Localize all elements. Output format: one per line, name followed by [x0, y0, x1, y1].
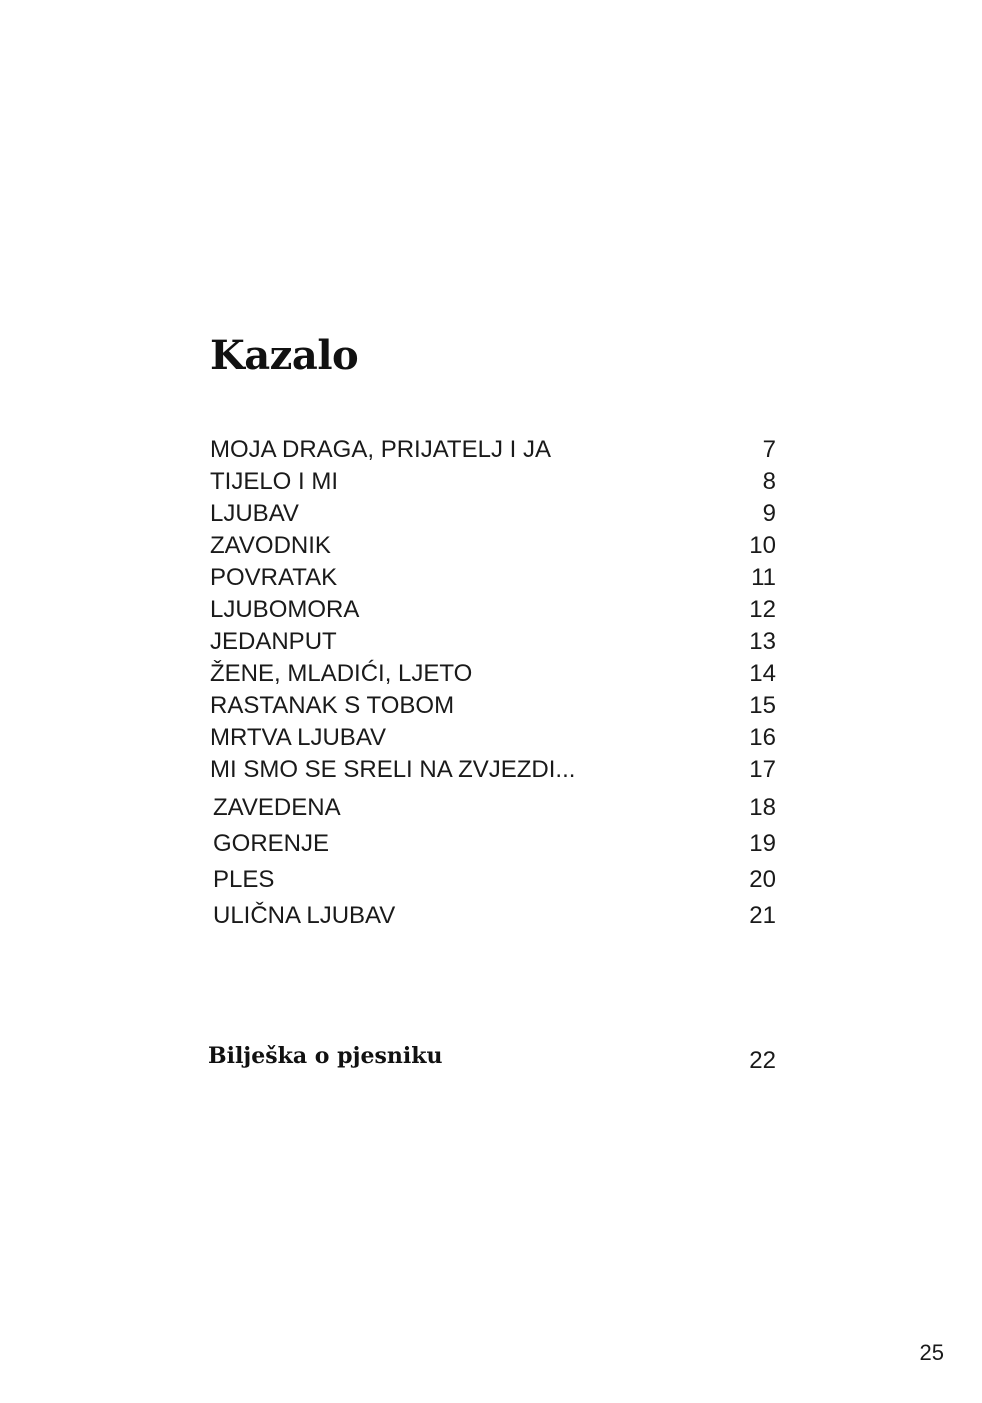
- toc-entry-note: [208, 1043, 776, 1075]
- page-number: 25: [919, 1340, 944, 1365]
- toc-entry-page: 13: [749, 628, 776, 655]
- note-page: 22: [749, 1047, 776, 1074]
- toc-entry-page: 21: [749, 902, 776, 929]
- toc-entry-title: ŽENE, MLADIĆI, LJETO: [210, 660, 473, 687]
- toc-entry: [210, 794, 776, 830]
- toc-entry-title: MI SMO SE SRELI NA ZVJEZDI...: [210, 756, 576, 783]
- toc-entry: [210, 628, 776, 660]
- toc-entry: [210, 468, 776, 500]
- toc-entry-page: 11: [751, 564, 776, 591]
- toc-entry-page: 19: [749, 830, 776, 857]
- toc-entry-page: 10: [749, 532, 776, 559]
- toc-entry-title: GORENJE: [213, 830, 330, 857]
- toc-entry-page: 9: [762, 500, 776, 527]
- toc-entry: [210, 436, 776, 468]
- toc-entry-title: MRTVA LJUBAV: [210, 724, 387, 751]
- toc-entry: [210, 500, 776, 532]
- toc-entry: [210, 756, 776, 788]
- toc-entry-title: MOJA DRAGA, PRIJATELJ I JA: [210, 436, 551, 463]
- table-of-contents: [210, 436, 776, 938]
- toc-entry-title: LJUBOMORA: [210, 596, 360, 623]
- toc-entry-page: 20: [749, 866, 776, 893]
- toc-entry-title: RASTANAK S TOBOM: [210, 692, 455, 719]
- toc-entry: [210, 902, 776, 938]
- toc-entry-title: ZAVEDENA: [213, 794, 341, 821]
- toc-entry-page: 12: [749, 596, 776, 623]
- toc-entry-title: POVRATAK: [210, 564, 338, 591]
- toc-entry: [210, 866, 776, 902]
- toc-entry: [210, 724, 776, 756]
- toc-entry-title: LJUBAV: [210, 500, 299, 527]
- toc-entry-page: 17: [749, 756, 776, 783]
- toc-entry: [210, 564, 776, 596]
- toc-entry-title: ZAVODNIK: [210, 532, 331, 559]
- toc-entry: [210, 596, 776, 628]
- toc-entry-page: 8: [762, 468, 776, 495]
- toc-entry-title: ULIČNA LJUBAV: [213, 902, 396, 929]
- toc-entry-title: JEDANPUT: [210, 628, 337, 655]
- toc-entry-page: 7: [762, 436, 776, 463]
- toc-entry-page: 15: [749, 692, 776, 719]
- toc-entry-page: 14: [749, 660, 776, 687]
- toc-entry: [210, 830, 776, 866]
- toc-entry-page: 18: [749, 794, 776, 821]
- toc-entry: [210, 692, 776, 724]
- toc-entry-title: PLES: [213, 866, 275, 893]
- toc-entry-title: TIJELO I MI: [210, 468, 339, 495]
- toc-entry: [210, 532, 776, 564]
- toc-entry: [210, 660, 776, 692]
- page-title: Kazalo: [210, 332, 359, 379]
- toc-entry-page: 16: [749, 724, 776, 751]
- note-title: Bilješka o pjesniku: [208, 1043, 443, 1069]
